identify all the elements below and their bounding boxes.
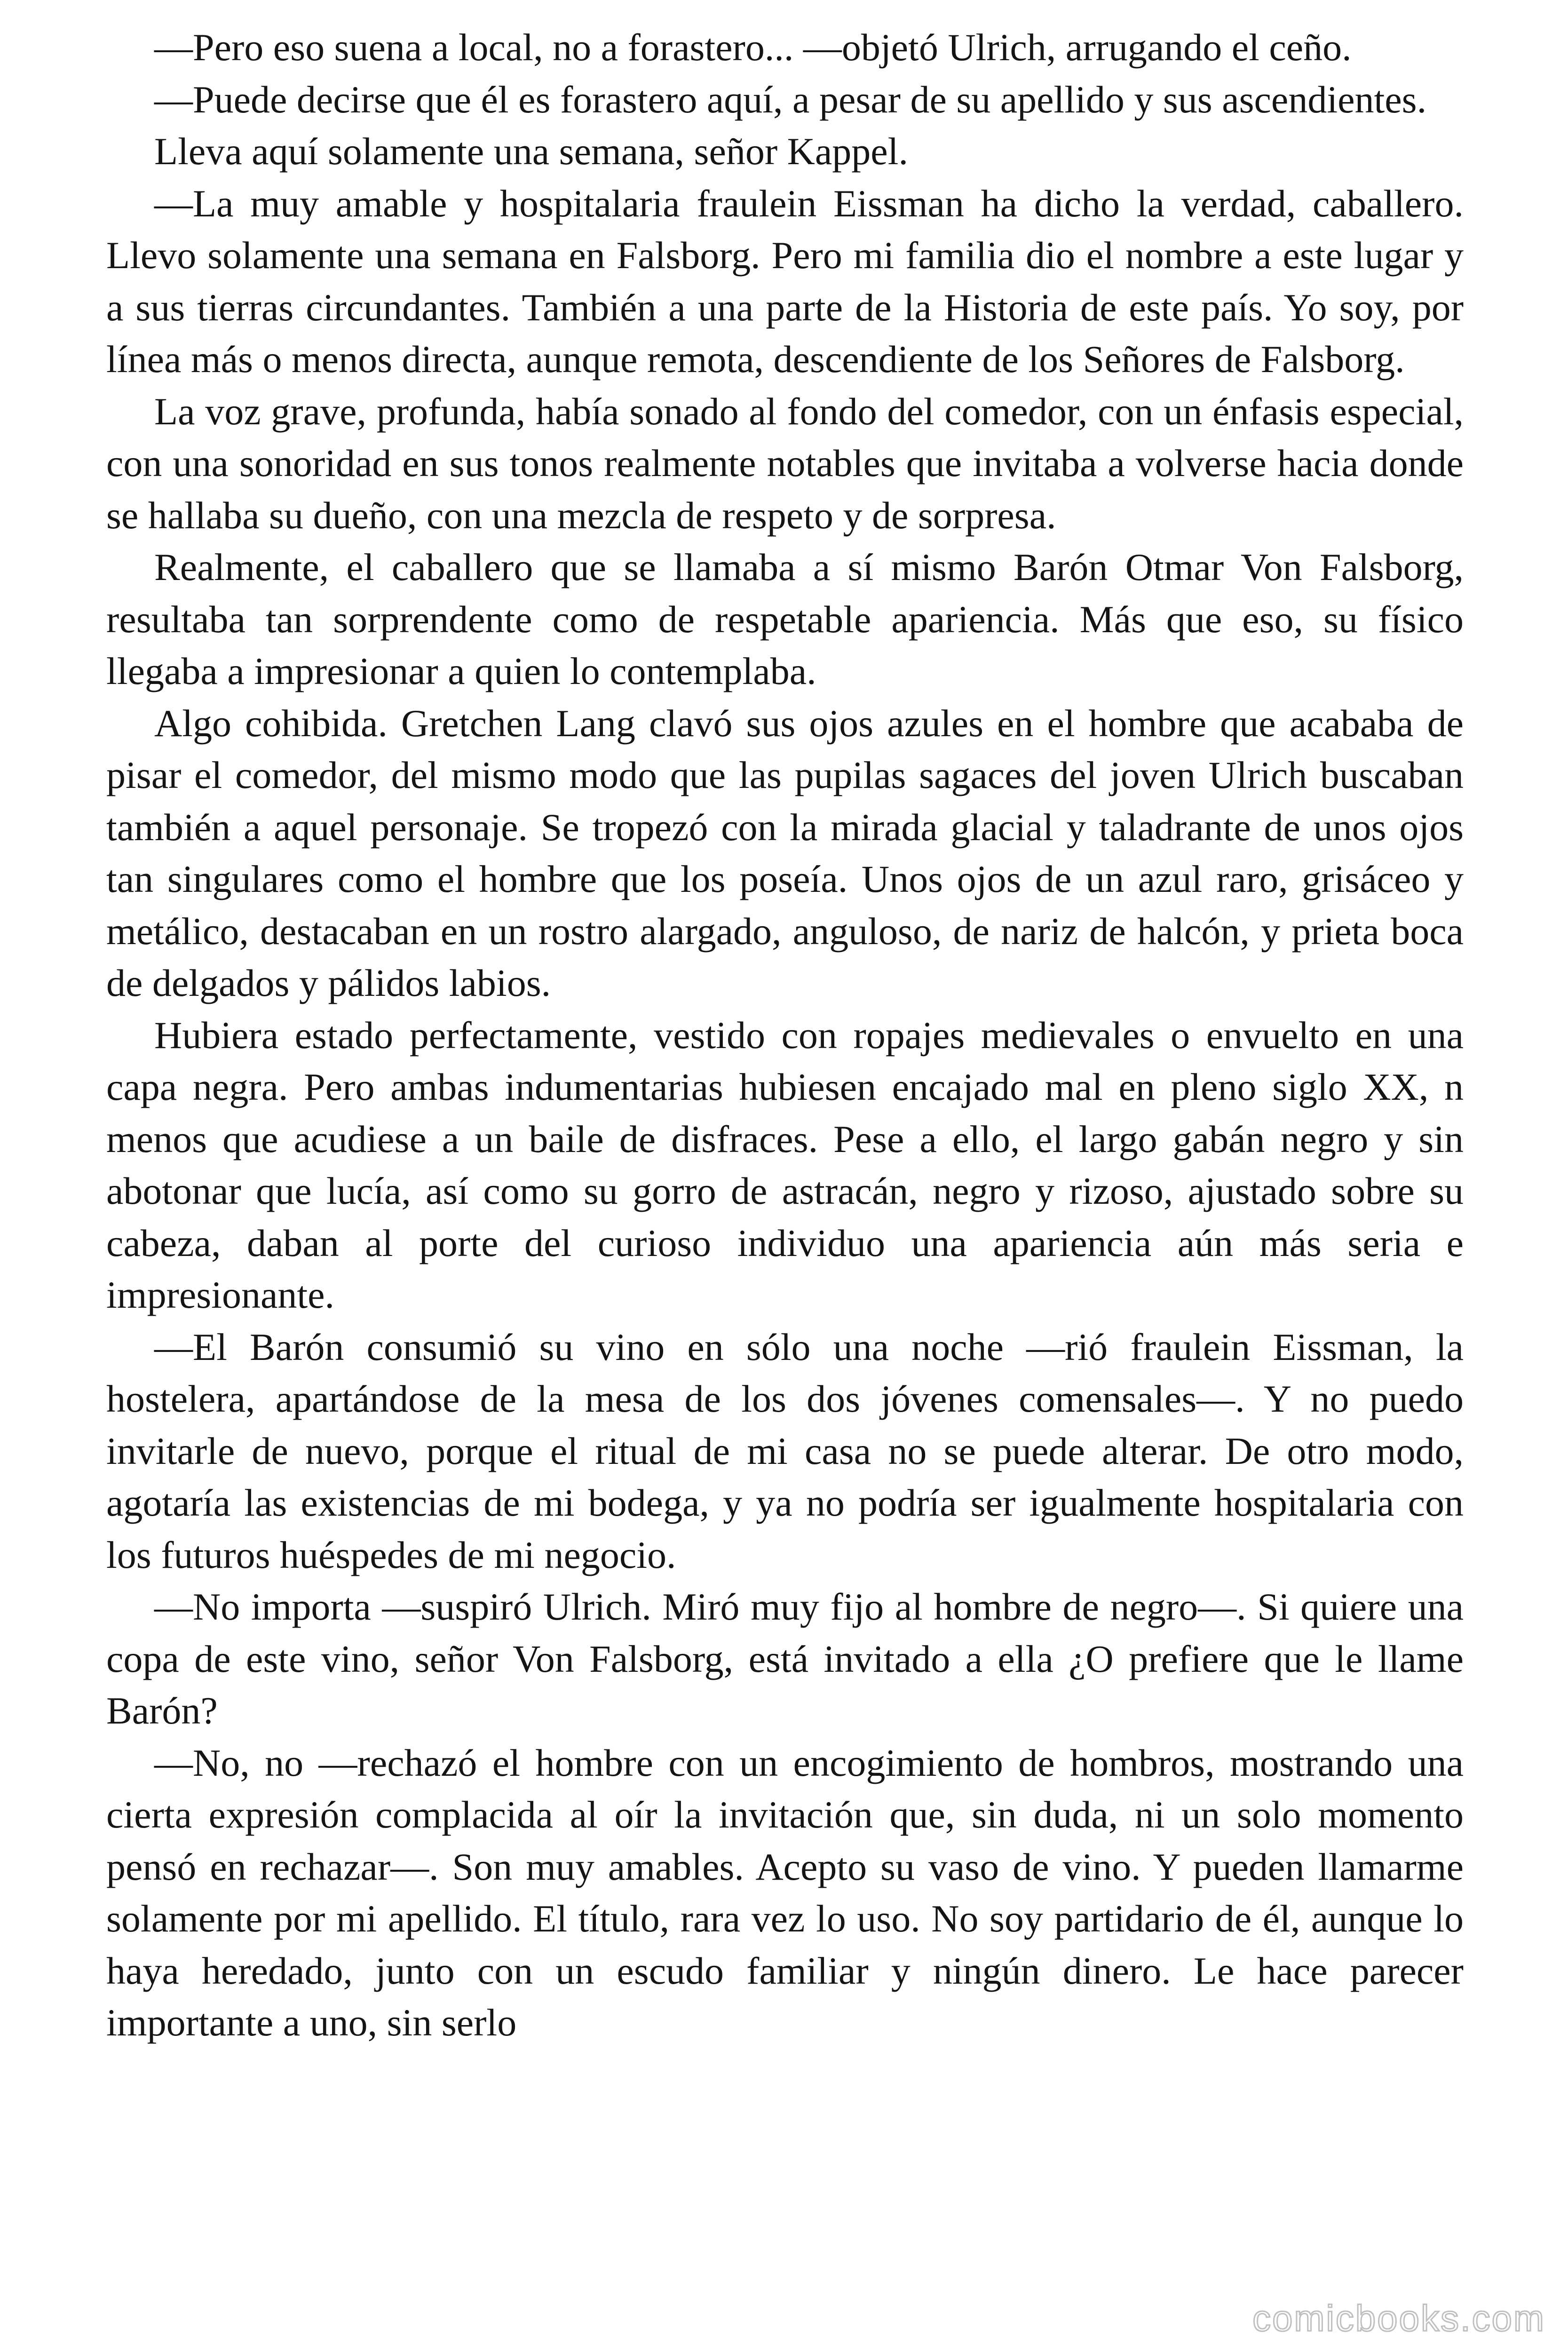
paragraph: —No importa —suspiró Ulrich. Miró muy fijo al hombre de negro—. Si quiere una copa de este vino, señor Von Falsborg, está invitado a ella ¿O prefiere que le llame Barón? — [106, 1585, 1464, 1732]
paragraph: —No, no —rechazó el hombre con un encogimiento de hombros, mostrando una cierta expresión complacida al oír la invitación que, sin duda, ni un solo momento pensó en rechazar—. Son muy amables. Acepto su vaso de vino. Y pueden llamarme solamente por mi apellido. El título, rara vez lo uso. No soy partidario de él, aunque lo haya heredado, junto con un escudo familiar y ningún dinero. Le hace parecer importante a uno, sin serlo — [106, 1741, 1464, 2044]
watermark: comicbooks.com — [1252, 2297, 1545, 2339]
body-text — [106, 22, 1464, 2049]
paragraph: —Pero eso suena a local, no a forastero... —objetó Ulrich, arrugando el ceño. — [154, 26, 1352, 69]
paragraph: Algo cohibida. Gretchen Lang clavó sus ojos azules en el hombre que acababa de pisar el comedor, del mismo modo que las pupilas sagaces del joven Ulrich buscaban también a aquel personaje. Se tropezó con la mirada glacial y taladrante de unos ojos tan singulares como el hombre que los poseía. Unos ojos de un azul raro, grisáceo y metálico, destacaban en un rostro alargado, anguloso, de nariz de halcón, y prieta boca de delgados y pálidos labios. — [106, 701, 1464, 1004]
paragraph: —Puede decirse que él es forastero aquí, a pesar de su apellido y sus ascendientes. — [154, 78, 1427, 121]
paragraph: Hubiera estado perfectamente, vestido con ropajes medievales o envuelto en una capa negra. Pero ambas indumentarias hubiesen encajado mal en pleno siglo XX, n menos que acudiese a un baile de disfraces. Pese a ello, el largo gabán negro y sin abotonar que lucía, así como su gorro de astracán, negro y rizoso, ajustado sobre su cabeza, daban al porte del curioso individuo una apariencia aún más seria e impresionante. — [106, 1013, 1464, 1316]
paragraph: —El Barón consumió su vino en sólo una noche —rió fraulein Eissman, la hostelera, apartándose de la mesa de los dos jóvenes comensales—. Y no puedo invitarle de nuevo, porque el ritual de mi casa no se puede alterar. De otro modo, agotaría las existencias de mi bodega, y ya no podría ser igualmente hospitalaria con los futuros huéspedes de mi negocio. — [106, 1325, 1464, 1576]
paragraph: —La muy amable y hospitalaria fraulein Eissman ha dicho la verdad, caballero. Llevo solamente una semana en Falsborg. Pero mi familia dio el nombre a este lugar y a sus tierras circundantes. También a una parte de la Historia de este país. Yo soy, por línea más o menos directa, aunque remota, descendiente de los Señores de Falsborg. — [106, 182, 1464, 381]
paragraph: Realmente, el caballero que se llamaba a sí mismo Barón Otmar Von Falsborg, resultaba tan sorprendente como de respetable apariencia. Más que eso, su físico llegaba a impresionar a quien lo contemplaba. — [106, 546, 1464, 692]
paragraph: La voz grave, profunda, había sonado al fondo del comedor, con un énfasis especial, con una sonoridad en sus tonos realmente notables que invitaba a volverse hacia donde se hallaba su dueño, con una mezcla de respeto y de sorpresa. — [106, 389, 1464, 537]
paragraph: Lleva aquí solamente una semana, señor Kappel. — [154, 130, 908, 173]
